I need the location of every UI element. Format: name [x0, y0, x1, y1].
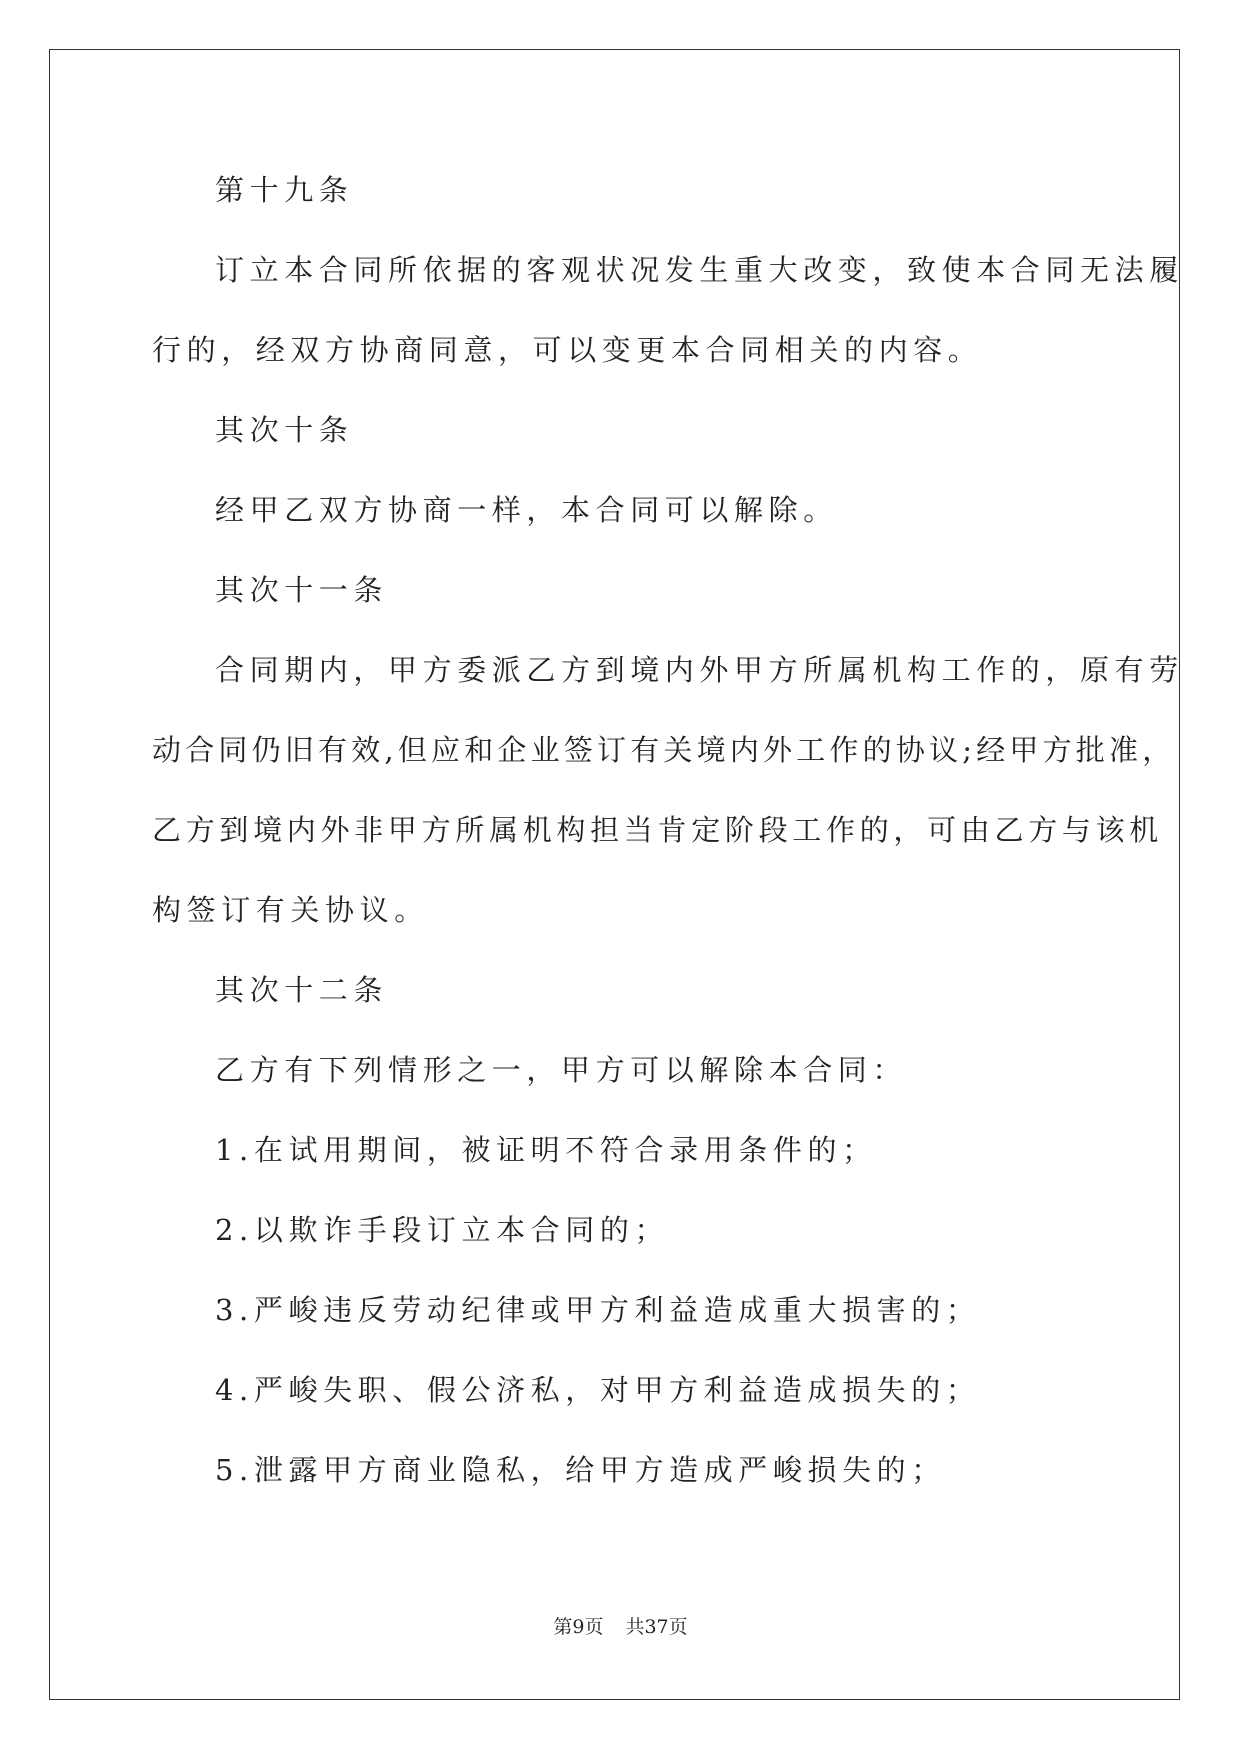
page-number: 第9页 [553, 1616, 604, 1638]
article-22-heading: 其次十二条 [215, 973, 389, 1007]
page-total: 共37页 [625, 1616, 688, 1638]
paragraph-line: 动合同仍旧有效,但应和企业签订有关境内外工作的协议;经甲方批准， [152, 733, 1176, 767]
paragraph-line: 构签订有关协议。 [152, 893, 429, 927]
paragraph-line: 行的，经双方协商同意，可以变更本合同相关的内容。 [152, 333, 983, 367]
paragraph-line: 乙方到境内外非甲方所属机构担当肯定阶段工作的，可由乙方与该机 [152, 813, 1164, 847]
paragraph-line: 经甲乙双方协商一样，本合同可以解除。 [215, 493, 838, 527]
list-item: 5.泄露甲方商业隐私，给甲方造成严峻损失的； [215, 1453, 946, 1487]
list-item: 4.严峻失职、假公济私，对甲方利益造成损失的； [215, 1373, 981, 1407]
list-item: 1.在试用期间，被证明不符合录用条件的； [215, 1133, 877, 1167]
page-footer [0, 1615, 1241, 1639]
paragraph-line: 订立本合同所依据的客观状况发生重大改变，致使本合同无法履 [215, 253, 1184, 287]
paragraph-line: 合同期内，甲方委派乙方到境内外甲方所属机构工作的，原有劳 [215, 653, 1184, 687]
article-21-heading: 其次十一条 [215, 573, 389, 607]
list-item: 3.严峻违反劳动纪律或甲方利益造成重大损害的； [215, 1293, 981, 1327]
article-19-heading: 第十九条 [215, 173, 354, 207]
article-20-heading: 其次十条 [215, 413, 354, 447]
paragraph-line: 乙方有下列情形之一，甲方可以解除本合同： [215, 1053, 908, 1087]
list-item: 2.以欺诈手段订立本合同的； [215, 1213, 670, 1247]
